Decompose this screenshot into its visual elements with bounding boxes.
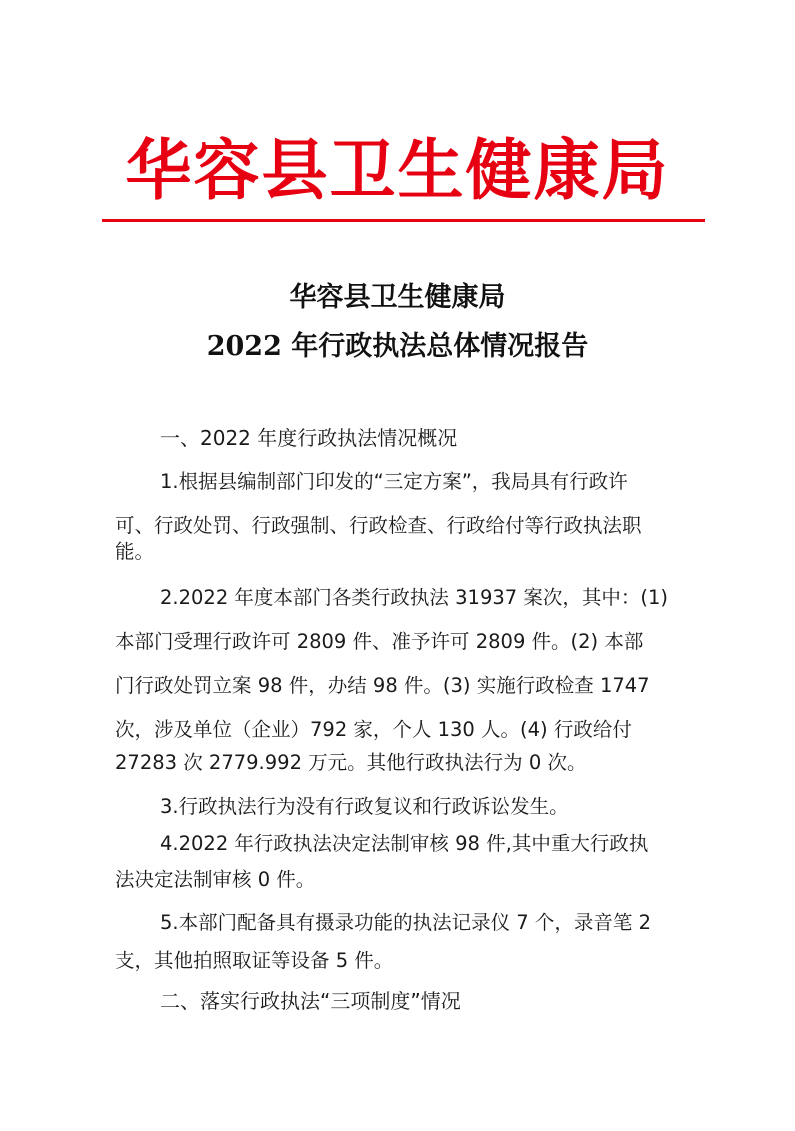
- paragraph-2-line-1: 2.2022 年度本部门各类行政执法 31937 案次，其中：(1): [160, 586, 668, 609]
- paragraph-2-line-3: 门行政处罚立案 98 件，办结 98 件。(3) 实施行政检查 1747: [115, 674, 650, 697]
- letterhead-org-name: 华容县卫生健康局: [125, 131, 670, 209]
- section-1-heading: 一、2022 年度行政执法情况概况: [160, 426, 458, 450]
- paragraph-5-line-1: 5.本部门配备具有摄录功能的执法记录仪 7 个，录音笔 2: [160, 911, 652, 934]
- paragraph-1-line-2: 可、行政处罚、行政强制、行政检查、行政给付等行政执法职: [115, 514, 642, 537]
- paragraph-2-line-5: 27283 次 2779.992 万元。其他行政执法行为 0 次。: [115, 751, 587, 774]
- paragraph-2-line-2: 本部门受理行政许可 2809 件、准予许可 2809 件。(2) 本部: [115, 630, 644, 653]
- paragraph-1-line-1: 1.根据县编制部门印发的“三定方案”，我局具有行政许: [160, 470, 628, 493]
- section-2-heading: 二、落实行政执法“三项制度”情况: [160, 989, 461, 1013]
- paragraph-4-line-2: 法决定法制审核 0 件。: [115, 868, 316, 891]
- paragraph-2-line-4: 次，涉及单位（企业）792 家，个人 130 人。(4) 行政给付: [115, 718, 632, 741]
- paragraph-5-line-2: 支，其他拍照取证等设备 5 件。: [115, 949, 394, 972]
- letterhead-red-rule: [102, 219, 705, 222]
- paragraph-1-line-3: 能。: [115, 540, 155, 563]
- report-title-line1: 华容县卫生健康局: [289, 282, 506, 313]
- report-title-line2: 2022 年行政执法总体情况报告: [206, 331, 589, 362]
- paragraph-3-line-1: 3.行政执法行为没有行政复议和行政诉讼发生。: [160, 795, 569, 818]
- paragraph-4-line-1: 4.2022 年行政执法决定法制审核 98 件,其中重大行政执: [160, 832, 649, 855]
